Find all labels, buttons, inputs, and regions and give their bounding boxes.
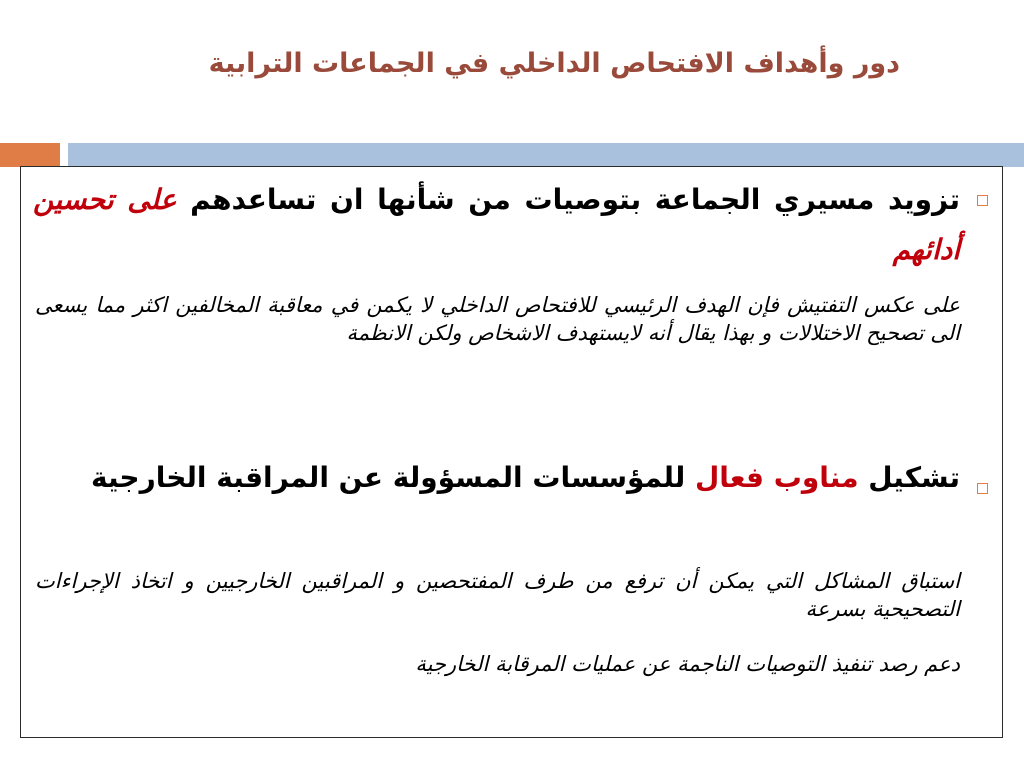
point-2-main xyxy=(33,453,960,503)
point-1-main xyxy=(33,175,960,275)
hollow-square-bullet-icon xyxy=(977,483,988,494)
point-2-text-suffix: للمؤسسات المسؤولة عن المراقبة الخارجية xyxy=(91,461,696,494)
point-1-text: تزويد مسيري الجماعة بتوصيات من شأنها ان تساعدهم xyxy=(176,183,960,216)
hollow-square-bullet-icon xyxy=(977,195,988,206)
point-2-detail-1: استباق المشاكل التي يمكن أن ترفع من طرف المفتحصين و المراقبين الخارجيين و اتخاذ الإجراءات التصحيحية بسرعة xyxy=(35,569,960,621)
point-2-highlight: مناوب فعال xyxy=(695,461,859,494)
slide-title: دور وأهداف الافتحاص الداخلي في الجماعات الترابية xyxy=(208,48,900,79)
point-2-text-prefix: تشكيل xyxy=(858,461,960,494)
content-box xyxy=(20,166,1003,738)
point-2-detail-2: دعم رصد تنفيذ التوصيات الناجمة عن عمليات المرقابة الخارجية xyxy=(415,652,960,676)
point-1-highlight: على xyxy=(127,183,177,216)
point-1-detail-1: على عكس التفتيش فإن الهدف الرئيسي للافتحاص الداخلي لا يكمن في معاقبة المخالفين اكثر مما يسعى الى تصحيح الاختلالات و بهذا يقال أنه لايستهدف الاشخاص ولكن الانظمة xyxy=(35,293,960,345)
point-1-highlight-italic: تحسين أدائهم xyxy=(33,183,960,266)
accent-bar-orange xyxy=(0,143,60,167)
accent-bar-blue xyxy=(68,143,1024,167)
accent-bar-gap xyxy=(60,143,68,167)
